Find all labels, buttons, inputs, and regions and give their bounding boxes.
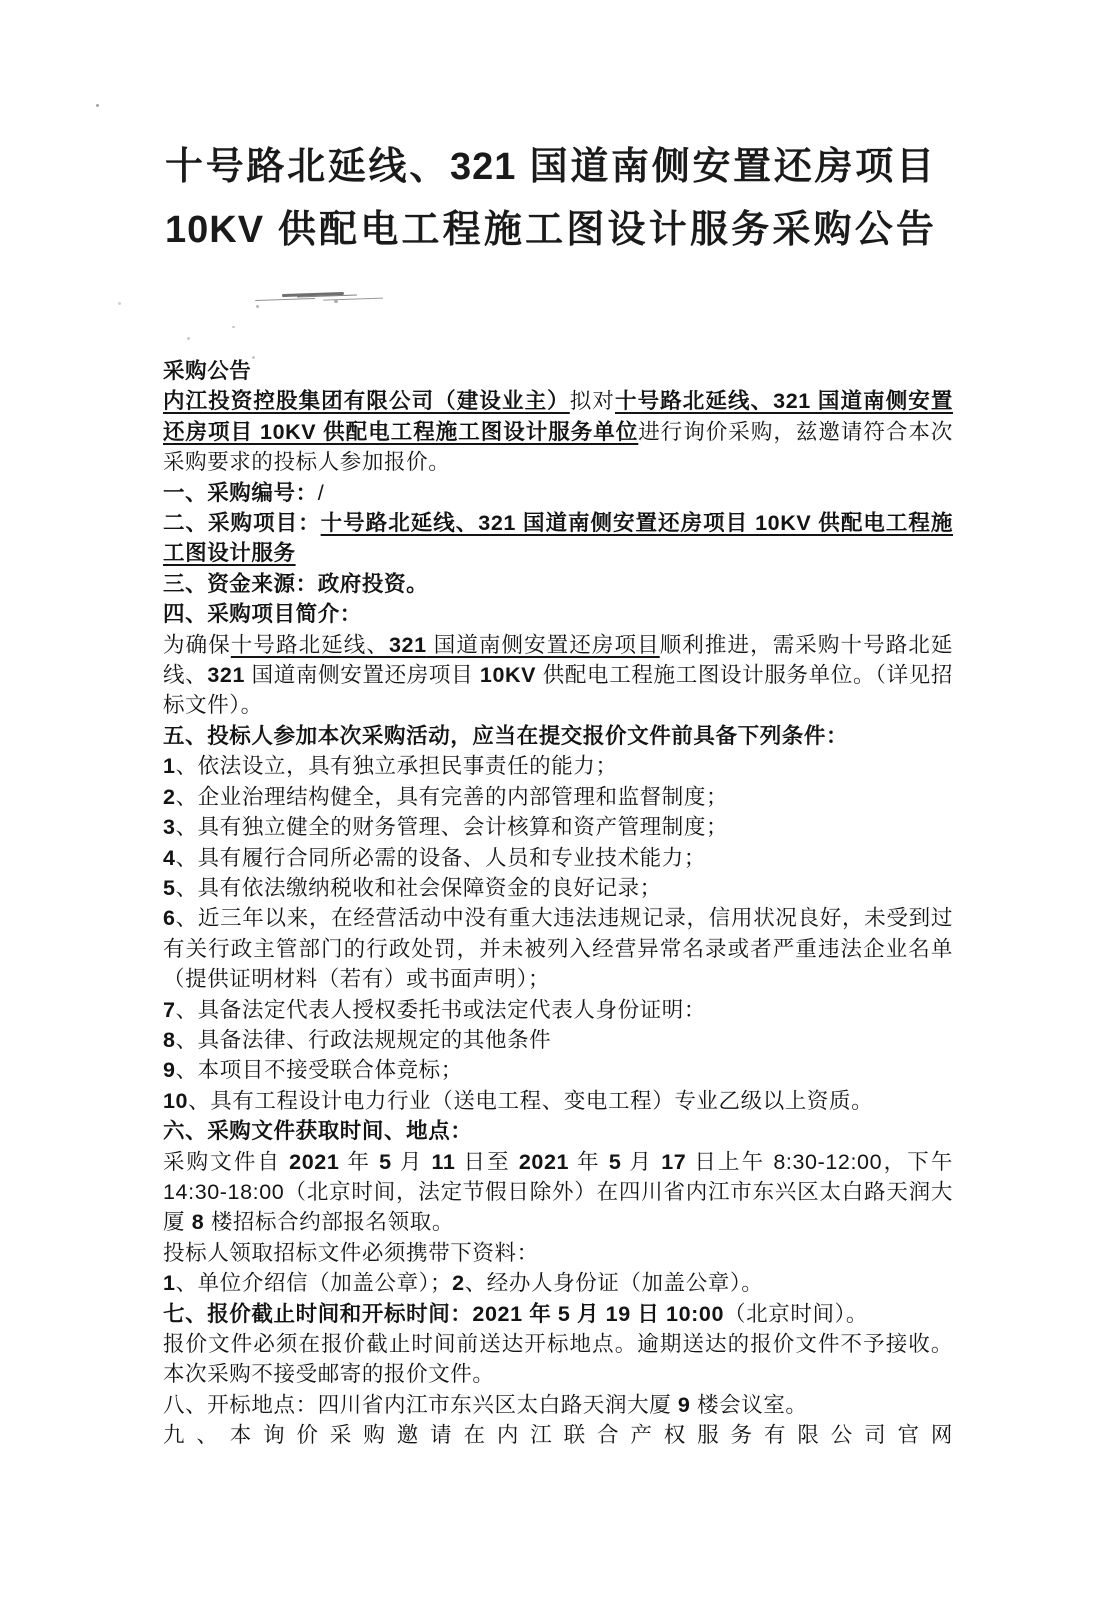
condition-item-10-seg-1: 、具有工程设计电力行业（送电工程、变电工程）专业乙级以上资质。	[188, 1088, 874, 1113]
condition-item-7-seg-0: 7	[163, 997, 176, 1022]
intro-paragraph-seg-3: 进行询价采购，兹邀请符合本次采购要求的投标人参加报价。	[163, 419, 953, 475]
section-6-document-collection-body-seg-6: 日至	[455, 1149, 519, 1174]
condition-item-1-seg-0: 1	[163, 754, 176, 779]
section-4-project-intro-body-seg-1: 十号路北延线、	[230, 632, 389, 657]
section-6-document-collection-body-seg-11: 17	[661, 1149, 687, 1174]
section-4-project-intro-body-seg-7: 10KV	[479, 663, 537, 688]
section-7-deadline-body	[163, 1329, 953, 1390]
section-6-document-collection-body-seg-3: 5	[379, 1149, 392, 1174]
scan-smudge	[282, 292, 344, 297]
section-4-project-intro-body-seg-4: 顺利推进，需采购十号路北延线、	[163, 632, 953, 688]
collection-materials-note-seg-0: 投标人领取招标文件必须携带下资料：	[163, 1240, 539, 1265]
section-3-funding-source-seg-0: 三、资金来源：政府投资。	[163, 571, 429, 596]
section-8-opening-location-seg-2: 楼会议室。	[690, 1392, 808, 1417]
section-8-opening-location-seg-0: 八、开标地点：四川省内江市东兴区太白路天润大厦	[163, 1392, 678, 1417]
document-title	[165, 136, 935, 262]
section-4-project-intro-body-seg-0: 为确保	[163, 632, 231, 657]
collection-materials-items-seg-2: 2	[452, 1271, 465, 1296]
section-6-document-collection-body	[163, 1147, 953, 1238]
section-6-document-collection-body-seg-0: 采购文件自	[163, 1149, 290, 1174]
condition-item-9-seg-0: 9	[163, 1058, 176, 1083]
section-7-deadline-body-seg-0: 报价文件必须在报价截止时间前送达开标地点。逾期送达的报价文件不予接收。本次采购不接受邮寄的报价文件。	[163, 1332, 953, 1387]
section-4-project-intro-body-seg-5: 321	[207, 663, 245, 688]
intro-paragraph	[163, 386, 953, 477]
section-6-document-collection-body-seg-12: 日上午 8:30-12:00，下午 14:30-18:00（北京时间，法定节假日除外）在四川省内江市东兴区太白路天润大厦	[163, 1149, 953, 1235]
collection-materials-items-seg-3: 、经办人身份证（加盖公章）。	[464, 1271, 764, 1296]
section-5-bidder-conditions-heading-seg-0: 五、投标人参加本次采购活动，应当在提交报价文件前具备下列条件：	[163, 723, 849, 748]
scan-speck	[232, 326, 235, 328]
section-4-project-intro-body-seg-6: 国道南侧安置还房项目	[245, 663, 480, 688]
section-6-document-collection-body-seg-14: 楼招标合约部报名领取。	[204, 1210, 454, 1235]
section-8-opening-location	[163, 1390, 953, 1420]
condition-item-9	[163, 1055, 953, 1085]
section-6-document-collection-body-seg-8: 年	[569, 1149, 609, 1174]
section-7-deadline-heading-seg-0: 七、报价截止时间和开标时间：2021 年 5 月 19 日 10:00	[163, 1301, 725, 1326]
condition-item-9-seg-1: 、本项目不接受联合体竞标；	[175, 1058, 463, 1083]
condition-item-5-seg-1: 、具有依法缴纳税收和社会保障资金的良好记录；	[175, 875, 662, 900]
section-7-deadline-heading	[163, 1299, 953, 1329]
section-4-project-intro-heading	[163, 599, 953, 629]
section-2-procurement-project-seg-1: 十号路北延线、321 国道南侧安置还房项目 10KV 供配电工程施工图设计服务	[163, 511, 953, 566]
condition-item-10	[163, 1086, 953, 1116]
section-9-announcement-website-seg-0: 九、本询价采购邀请在内江联合产权服务有限公司官网	[163, 1423, 953, 1448]
section-6-document-collection-body-seg-7: 2021	[518, 1149, 570, 1174]
section-4-project-intro-body-seg-2: 321	[388, 632, 427, 657]
collection-materials-items-seg-0: 1	[163, 1271, 176, 1296]
condition-item-5	[163, 873, 953, 903]
section-6-document-collection-body-seg-9: 5	[608, 1149, 622, 1174]
document-body	[163, 356, 953, 1451]
scan-speck	[334, 300, 338, 303]
section-6-document-collection-heading-seg-0: 六、采购文件获取时间、地点：	[163, 1119, 473, 1144]
section-9-announcement-website	[163, 1420, 953, 1450]
condition-item-4-seg-1: 、具有履行合同所必需的设备、人员和专业技术能力；	[175, 845, 706, 870]
intro-paragraph-seg-1: 拟对	[569, 389, 615, 414]
condition-item-1	[163, 751, 953, 781]
condition-item-10-seg-0: 10	[163, 1088, 189, 1113]
condition-item-8-seg-0: 8	[163, 1027, 176, 1052]
section-4-project-intro-body	[163, 630, 953, 721]
section-1-procurement-number-seg-1: /	[317, 480, 325, 505]
condition-item-3-seg-1: 、具有独立健全的财务管理、会计核算和资产管理制度；	[175, 815, 729, 840]
condition-item-3-seg-0: 3	[163, 815, 176, 840]
condition-item-7-seg-1: 、具备法定代表人授权委托书或法定代表人身份证明：	[175, 997, 706, 1022]
condition-item-7	[163, 995, 953, 1025]
scan-speck	[96, 104, 99, 107]
condition-item-2-seg-0: 2	[163, 784, 176, 809]
intro-paragraph-seg-2: 十号路北延线、321 国道南侧安置还房项目 10KV 供配电工程施工图设计服务单位	[163, 389, 954, 444]
section-6-document-collection-body-seg-10: 月	[621, 1149, 662, 1174]
condition-item-8	[163, 1025, 953, 1055]
condition-item-4	[163, 843, 953, 873]
collection-materials-items-seg-1: 、单位介绍信（加盖公章）；	[175, 1271, 453, 1296]
collection-materials-note	[163, 1238, 953, 1268]
section-5-bidder-conditions-heading	[163, 721, 953, 751]
section-2-procurement-project-seg-0: 二、采购项目：	[163, 511, 321, 536]
condition-item-1-seg-1: 、依法设立，具有独立承担民事责任的能力；	[175, 754, 618, 779]
notice-heading	[163, 356, 953, 386]
section-6-document-collection-body-seg-1: 2021	[289, 1149, 340, 1174]
section-1-procurement-number-seg-0: 一、采购编号：	[163, 480, 318, 505]
document-title-line-1: 十号路北延线、321 国道南侧安置还房项目	[165, 146, 935, 188]
section-2-procurement-project	[163, 508, 953, 569]
section-6-document-collection-body-seg-2: 年	[339, 1149, 380, 1174]
scan-speck	[118, 302, 121, 305]
condition-item-6-seg-0: 6	[163, 906, 176, 931]
document-title-line-2: 10KV 供配电工程施工图设计服务采购公告	[165, 209, 935, 251]
section-1-procurement-number	[163, 478, 953, 508]
notice-heading-seg-0: 采购公告	[163, 359, 252, 383]
intro-paragraph-seg-0: 内江投资控股集团有限公司（建设业主）	[163, 389, 570, 414]
section-8-opening-location-seg-1: 9	[677, 1392, 691, 1417]
condition-item-8-seg-1: 、具备法律、行政法规规定的其他条件	[175, 1027, 552, 1052]
section-6-document-collection-body-seg-13: 8	[191, 1210, 205, 1235]
condition-item-5-seg-0: 5	[163, 875, 176, 900]
section-4-project-intro-body-seg-3: 国道南侧安置还房项目	[426, 632, 660, 657]
condition-item-6-seg-1: 、近三年以来，在经营活动中没有重大违法违规记录，信用状况良好，未受到过有关行政主管部门的行政处罚，并未被列入经营异常名录或者严重违法企业名单（提供证明材料（若有）或书面声明）；	[163, 906, 953, 992]
condition-item-3	[163, 812, 953, 842]
section-3-funding-source	[163, 569, 953, 599]
section-4-project-intro-heading-seg-0: 四、采购项目简介：	[163, 602, 362, 627]
collection-materials-items	[163, 1268, 953, 1298]
scan-speck	[187, 337, 190, 340]
section-6-document-collection-heading	[163, 1116, 953, 1146]
scan-speck	[256, 305, 259, 308]
condition-item-2	[163, 782, 953, 812]
section-7-deadline-heading-seg-1: （北京时间）。	[724, 1301, 868, 1326]
condition-item-6	[163, 903, 953, 994]
section-6-document-collection-body-seg-5: 11	[431, 1149, 456, 1174]
condition-item-4-seg-0: 4	[163, 845, 176, 870]
section-6-document-collection-body-seg-4: 月	[391, 1149, 432, 1174]
section-4-project-intro-body-seg-8: 供配电工程施工图设计服务单位。（详见招标文件）。	[163, 663, 953, 718]
condition-item-2-seg-1: 、企业治理结构健全，具有完善的内部管理和监督制度；	[175, 784, 729, 809]
